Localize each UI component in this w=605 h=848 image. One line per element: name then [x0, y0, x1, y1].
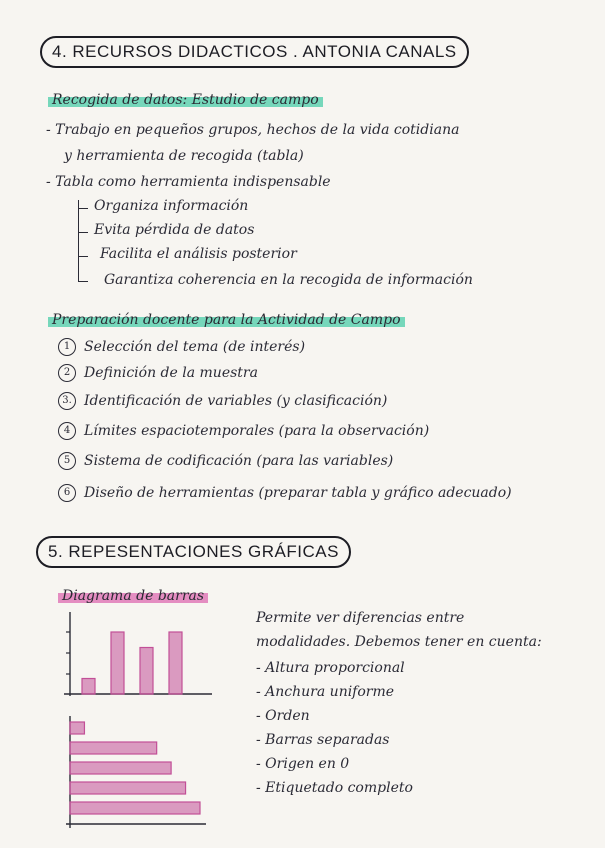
step-2	[58, 364, 258, 382]
vertical-bar	[111, 632, 124, 694]
note-3: - Altura proporcional	[256, 660, 405, 676]
horizontal-bar	[70, 762, 171, 774]
section-5-title: 5. REPESENTACIONES GRÁFICAS	[36, 536, 351, 568]
sub-item-2: Evita pérdida de datos	[94, 222, 255, 238]
sub-item-1: Organiza información	[94, 198, 249, 214]
bullet-1-cont: y herramienta de recogida (tabla)	[64, 148, 304, 164]
bullet-1: - Trabajo en pequeños grupos, hechos de la vida cotidiana	[46, 122, 460, 138]
vertical-bar	[82, 679, 95, 695]
step-text: Definición de la muestra	[84, 365, 258, 381]
section-4-title: 4. RECURSOS DIDACTICOS . ANTONIA CANALS	[40, 36, 469, 68]
note-6: - Barras separadas	[256, 732, 390, 748]
bracket-tick	[78, 232, 88, 233]
step-text: Límites espaciotemporales (para la observación)	[84, 423, 430, 439]
horizontal-bars	[70, 722, 200, 814]
horizontal-bar	[70, 802, 200, 814]
note-8: - Etiquetado completo	[256, 780, 413, 796]
horizontal-bar	[70, 742, 157, 754]
step-number: 6	[58, 484, 76, 502]
note-2: modalidades. Debemos tener en cuenta:	[256, 634, 542, 650]
note-5: - Orden	[256, 708, 310, 724]
step-text: Diseño de herramientas (preparar tabla y gráfico adecuado)	[84, 485, 512, 501]
note-1: Permite ver diferencias entre	[256, 610, 465, 626]
step-number: 5	[58, 452, 76, 470]
sub-item-4: Garantiza coherencia en la recogida de información	[104, 272, 473, 288]
step-1	[58, 338, 305, 356]
step-text: Identificación de variables (y clasificación)	[84, 393, 388, 409]
heading-recogida	[48, 92, 323, 108]
heading-recogida-text: Recogida de datos: Estudio de campo	[52, 92, 319, 108]
note-4: - Anchura uniforme	[256, 684, 395, 700]
bracket-tick	[78, 208, 88, 209]
step-text: Sistema de codificación (para las variables)	[84, 453, 394, 469]
horizontal-bar	[70, 782, 186, 794]
step-number: 2	[58, 364, 76, 382]
heading-preparacion-text: Preparación docente para la Actividad de Campo	[52, 312, 401, 328]
note-7: - Origen en 0	[256, 756, 350, 772]
vertical-bars	[82, 632, 182, 694]
horizontal-bar	[70, 722, 84, 734]
sub-item-3: Facilita el análisis posterior	[100, 246, 297, 262]
horizontal-bar-chart	[60, 716, 210, 832]
heading-diagrama	[58, 588, 208, 604]
bullet-2: - Tabla como herramienta indispensable	[46, 174, 331, 190]
step-5	[58, 452, 393, 470]
step-text: Selección del tema (de interés)	[84, 339, 306, 355]
step-number: 1	[58, 338, 76, 356]
step-number: 3.	[58, 392, 76, 410]
sub-items-bracket	[78, 200, 79, 282]
step-4	[58, 422, 429, 440]
vertical-bar	[140, 648, 153, 695]
bracket-tick	[78, 256, 88, 257]
step-6	[58, 484, 512, 502]
step-3	[58, 392, 387, 410]
heading-diagrama-text: Diagrama de barras	[62, 588, 205, 604]
bracket-tick	[78, 281, 88, 282]
heading-preparacion	[48, 312, 405, 328]
vertical-bar-chart	[60, 612, 216, 700]
vertical-bar	[169, 632, 182, 694]
step-number: 4	[58, 422, 76, 440]
